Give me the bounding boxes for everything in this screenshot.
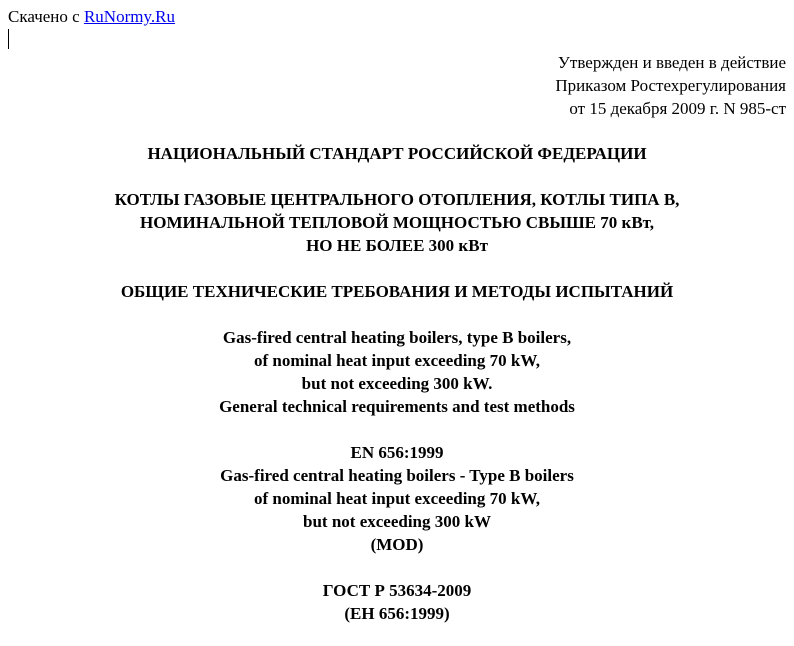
gost-number: ГОСТ Р 53634-2009 xyxy=(322,581,472,600)
en-line: EN 656:1999 xyxy=(350,443,444,462)
source-prefix: Скачено с xyxy=(8,7,80,26)
title-ru-line: НОМИНАЛЬНОЙ ТЕПЛОВОЙ МОЩНОСТЬЮ СВЫШЕ 70 кВт, xyxy=(140,213,654,232)
title-en-line: of nominal heat input exceeding 70 kW, xyxy=(253,351,541,370)
approval-line: от 15 декабря 2009 г. N 985-ст xyxy=(569,99,786,118)
en-reference-block xyxy=(0,441,794,556)
gost-equivalent: (ЕН 656:1999) xyxy=(344,604,450,623)
en-line: but not exceeding 300 kW xyxy=(303,512,491,531)
approval-line: Утвержден и введен в действие xyxy=(557,53,786,72)
national-title: НАЦИОНАЛЬНЫЙ СТАНДАРТ РОССИЙСКОЙ ФЕДЕРАЦИИ xyxy=(147,144,647,163)
english-title xyxy=(0,326,794,418)
title-ru-line: НО НЕ БОЛЕЕ 300 кВт xyxy=(306,236,488,255)
subtitle-ru: ОБЩИЕ ТЕХНИЧЕСКИЕ ТРЕБОВАНИЯ И МЕТОДЫ ИСПЫТАНИЙ xyxy=(120,282,674,301)
russian-subtitle xyxy=(0,280,794,303)
title-ru-line: КОТЛЫ ГАЗОВЫЕ ЦЕНТРАЛЬНОГО ОТОПЛЕНИЯ, КОТЛЫ ТИПА В, xyxy=(114,190,680,209)
title-en-line: Gas-fired central heating boilers, type B boilers, xyxy=(222,328,572,347)
text-cursor xyxy=(8,29,9,49)
source-link[interactable]: RuNormy.Ru xyxy=(83,7,175,26)
russian-title xyxy=(0,188,794,257)
national-standard-heading xyxy=(0,142,794,165)
en-line: (MOD) xyxy=(370,535,424,554)
source-line xyxy=(8,7,175,27)
approval-block xyxy=(555,51,786,120)
approval-line: Приказом Ростехрегулирования xyxy=(555,76,786,95)
gost-block xyxy=(0,579,794,625)
title-en-line: but not exceeding 300 kW. xyxy=(301,374,493,393)
en-line: Gas-fired central heating boilers - Type B boilers xyxy=(220,466,574,485)
en-line: of nominal heat input exceeding 70 kW, xyxy=(253,489,541,508)
title-en-line: General technical requirements and test methods xyxy=(219,397,575,416)
